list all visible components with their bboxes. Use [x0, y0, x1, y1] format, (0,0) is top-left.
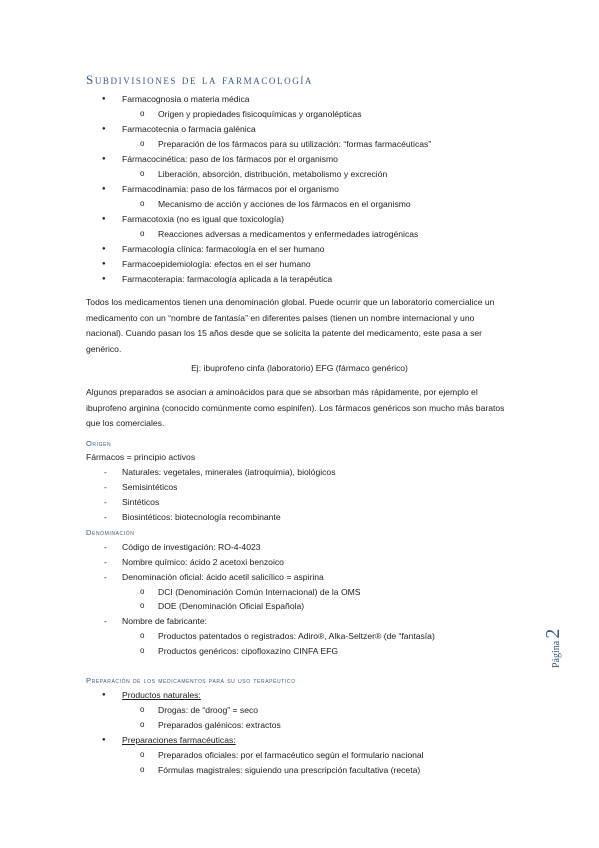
- paragraph-denominacion-global: Todos los medicamentos tienen una denominación global. Puede ocurrir que un laboratorio comercialice un medicamento con un “nombre de fantasía” en diferentes países (tienen un nombre internacional y uno nacional). Cuando pasan los 15 años desde que se solicita la patente del medicamento, este pasa a ser genérico.: [86, 297, 495, 354]
- list-item: o Productos genéricos: cipofloxazino CINFA EFG: [158, 646, 338, 657]
- list-item: o Reacciones adversas a medicamentos y enfermedades iatrogénicas: [158, 229, 418, 240]
- list-item: o Preparados oficiales: por el farmacéutico según el formulario nacional: [158, 750, 424, 761]
- list-item: ● Farmacoterapia: farmacología aplicada a la terapéutica: [122, 274, 332, 285]
- list-item: ● Farmacoepidemiología: efectos en el ser humano: [122, 259, 311, 270]
- list-item: - Nombre de fabricante:: [122, 616, 207, 627]
- list-item: o Productos patentados o registrados: Adiro®, Alka-Seltzer® (de “fantasía): [158, 631, 435, 642]
- example-line: Ej: ibuprofeno cinfa (laboratorio) EFG (fármaco genérico): [191, 363, 408, 373]
- heading-origen: Origen: [86, 439, 112, 448]
- list-item: o DCI (Denominación Común Internacional) de la OMS: [158, 587, 361, 598]
- page-number: [542, 618, 564, 668]
- list-item: - Semisintéticos: [122, 482, 177, 493]
- list-item: ● Farmacología clínica: farmacología en el ser humano: [122, 244, 325, 255]
- list-item: - Sintéticos: [122, 497, 159, 508]
- paragraph-preparados: Algunos preparados se asocian a aminoácidos para que se absorban más rápidamente, por ejemplo el ibuprofeno arginina (conocido comúnmente como espinifen). Los fármacos genéricos son mucho más baratos que los comerciales.: [86, 387, 505, 429]
- list-item: - Nombre químico: ácido 2 acetoxi benzoico: [122, 557, 284, 568]
- list-item: - Naturales: vegetales, minerales (iatroquimia), biológicos: [122, 467, 336, 478]
- list-item: - Denominación oficial: ácido acetil salicílico = aspirina: [122, 572, 324, 583]
- list-item: o Fórmulas magistrales: siguiendo una prescripción facultativa (receta): [158, 765, 420, 776]
- list-item: ● Farmacodinamia: paso de los fármacos por el organismo: [122, 184, 339, 195]
- list-item: o Drogas: de “droog” = seco: [158, 705, 258, 716]
- page-num: 2: [542, 628, 564, 639]
- origen-intro: Fármacos = principio activos: [86, 452, 196, 462]
- list-item: - Código de investigación: RO-4-4023: [122, 542, 261, 553]
- list-item: o Mecanismo de acción y acciones de los fármacos en el organismo: [158, 199, 411, 210]
- list-item: o DOE (Denominación Oficial Española): [158, 601, 304, 612]
- list-item: o Preparación de los fármacos para su utilización: “formas farmacéuticas”: [158, 139, 431, 150]
- list-item: o Preparados galénicos: extractos: [158, 720, 281, 731]
- list-item: ● Farmacognosia o materia médica: [122, 94, 250, 105]
- list-item: ● Preparaciones farmacéuticas:: [122, 735, 236, 746]
- list-item: - Biosintéticos: biotecnología recombinante: [122, 512, 281, 523]
- list-item: ● Fármacocinética: paso de los fármacos por el organismo: [122, 154, 338, 165]
- heading-denominacion: Denominación: [86, 528, 135, 537]
- list-item: o Origen y propiedades fisicoquímicas y organolépticas: [158, 109, 362, 120]
- list-item: ● Farmacotoxia (no es igual que toxicología): [122, 214, 284, 225]
- page-word: Página: [551, 640, 562, 668]
- list-item: ● Farmacotecnia o farmacia galénica: [122, 124, 256, 135]
- list-item: o Liberación, absorción, distribución, metabolismo y excreción: [158, 169, 387, 180]
- section-title: Subdivisiones de la farmacología: [86, 72, 314, 87]
- heading-preparacion: Preparación de los medicamentos para su uso terapéutico: [86, 676, 296, 685]
- list-item: ● Productos naturales:: [122, 690, 201, 701]
